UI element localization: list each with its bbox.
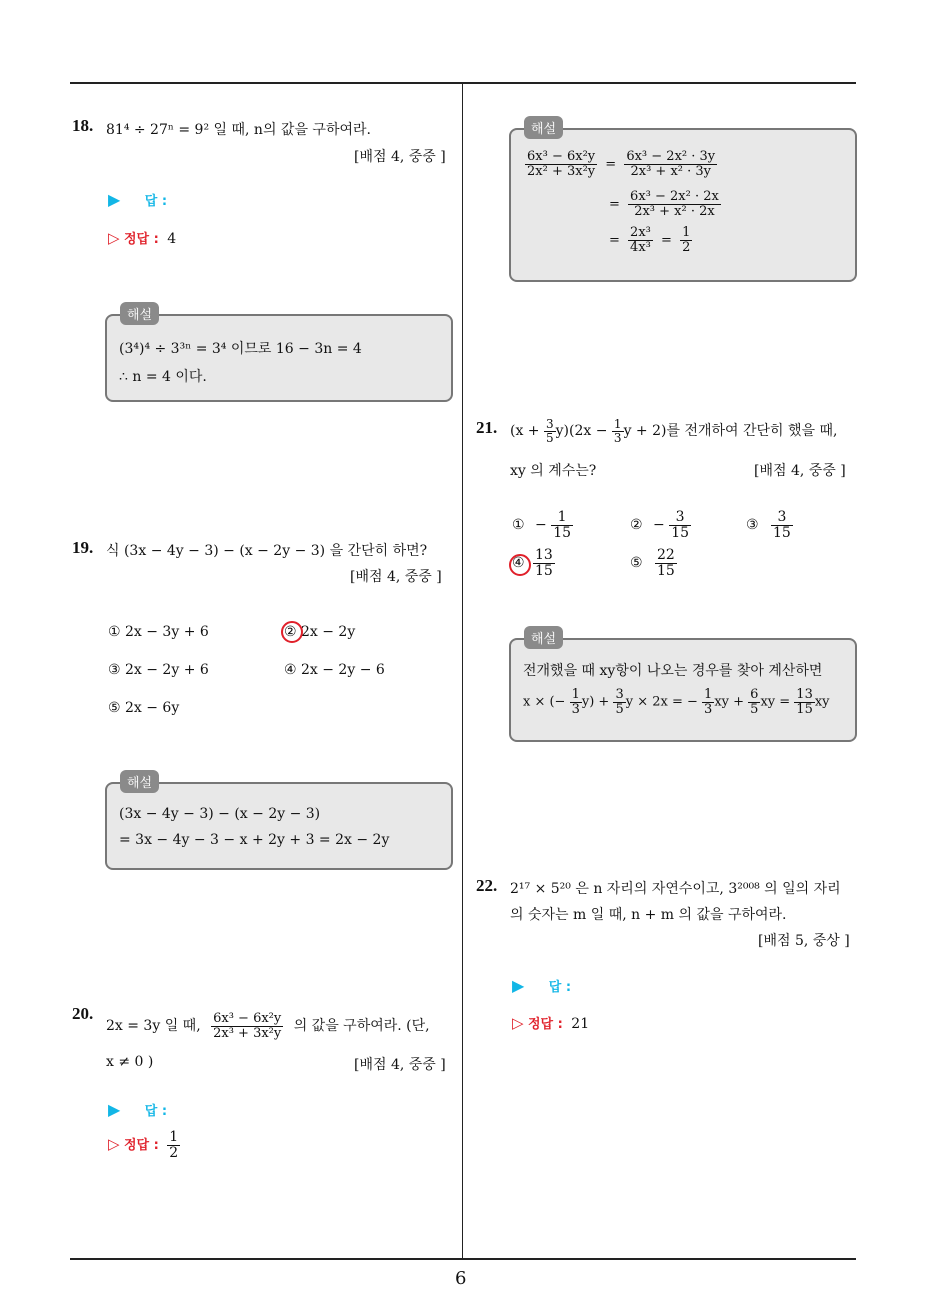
correct-label: 정답 : xyxy=(124,232,159,247)
answer-label: 답 : xyxy=(144,1104,168,1119)
solution-line: (3⁴)⁴ ÷ 3³ⁿ = 3⁴ 이므로 16 − 3n = 4 xyxy=(119,341,362,357)
fraction-denominator: 2 xyxy=(682,239,691,255)
option-fraction xyxy=(771,510,793,540)
question-text-after: 의 값을 구하여라. (단, xyxy=(293,1018,430,1035)
fraction-numerator: 6x³ − 2x² · 2x xyxy=(630,189,719,204)
option-5[interactable]: ⑤ 2x − 6y xyxy=(108,700,180,716)
correct-answer-row xyxy=(512,1013,589,1032)
bottom-rule xyxy=(70,1258,856,1260)
answer-row xyxy=(108,190,167,209)
score-meta: [배점 4, 중중 ] xyxy=(754,463,846,479)
question-text: 81⁴ ÷ 27ⁿ = 9² 일 때, n의 값을 구하여라. xyxy=(106,122,371,138)
solution-fraction xyxy=(613,688,625,716)
solution-box xyxy=(509,128,857,282)
solution-text: y × 2x = − xyxy=(625,694,698,710)
question-number: 18. xyxy=(72,116,94,135)
solution-row: = $\frac{\text{6x³ − 2x² · 2x}}{\text{2x³ + x² · 2x}}$ xyxy=(609,189,719,219)
fraction-numerator: 13 xyxy=(535,547,553,563)
solution-text: xy = xyxy=(760,694,791,710)
option-1[interactable]: ① 2x − 3y + 6 xyxy=(108,624,209,640)
solution-box xyxy=(509,638,857,742)
fraction-denominator: 2x³ + x² · 3y xyxy=(630,163,711,179)
solution-fraction xyxy=(680,226,692,254)
question-text-before: 2x = 3y 일 때, xyxy=(106,1018,201,1035)
option-3[interactable] xyxy=(746,510,793,540)
selected-answer-circle xyxy=(281,621,303,643)
fraction-numerator: 1 xyxy=(682,225,691,240)
fraction-numerator: 1 xyxy=(551,510,573,526)
outline-triangle-icon: ▷ xyxy=(108,1135,120,1154)
fraction-numerator: 3 xyxy=(615,687,624,702)
option-5[interactable] xyxy=(630,548,677,578)
fraction-denominator: 15 xyxy=(535,562,553,579)
solution-tag: 해설 xyxy=(120,302,159,325)
solution-text: x × (− xyxy=(523,694,566,710)
score-meta: [배점 4, 중중 ] xyxy=(350,569,442,585)
correct-value: 4 xyxy=(167,231,177,247)
option-fraction xyxy=(655,548,677,578)
outline-triangle-icon: ▷ xyxy=(108,229,120,247)
fraction-numerator: 22 xyxy=(657,547,675,563)
score-meta: [배점 4, 중중 ] xyxy=(354,149,446,165)
question-number: 20. xyxy=(72,1004,94,1023)
fraction-numerator: 1 xyxy=(169,1129,179,1145)
correct-label: 정답 : xyxy=(528,1017,563,1032)
solution-line: (3x − 4y − 3) − (x − 2y − 3) xyxy=(119,806,321,822)
inline-fraction xyxy=(544,418,556,444)
question-text-part: y + 2)를 전개하여 간단히 했을 때, xyxy=(623,423,838,440)
solution-tag: 해설 xyxy=(524,626,563,649)
solution-fraction xyxy=(628,226,653,254)
solution-box xyxy=(105,782,453,870)
outline-triangle-icon: ▷ xyxy=(512,1014,524,1032)
fraction-denominator: 3 xyxy=(613,430,622,445)
score-meta: [배점 4, 중중 ] xyxy=(354,1057,446,1073)
question-text xyxy=(106,1012,430,1040)
correct-label: 정답 : xyxy=(124,1138,159,1154)
option-fraction xyxy=(533,548,555,578)
question-text: 식 (3x − 4y − 3) − (x − 2y − 3) 을 간단히 하면? xyxy=(106,543,428,559)
solution-fraction xyxy=(525,150,597,178)
fraction-numerator: 6x³ − 2x² · 3y xyxy=(626,149,716,164)
solution-fraction xyxy=(794,688,815,716)
question-text-line2: xy 의 계수는? xyxy=(510,463,597,479)
question-text-line2: 의 숫자는 m 일 때, n + m 의 값을 구하여라. xyxy=(510,907,787,923)
correct-answer-row xyxy=(108,1130,180,1160)
triangle-icon: ▶ xyxy=(108,1100,121,1119)
option-mark: ⑤ xyxy=(630,555,643,572)
option-fraction xyxy=(669,510,691,540)
answer-label: 답 : xyxy=(548,980,572,995)
fraction-denominator: 3 xyxy=(704,701,713,717)
option-2[interactable] xyxy=(630,510,691,540)
correct-answer-row xyxy=(108,228,176,247)
fraction-denominator: 4x³ xyxy=(630,239,651,255)
solution-fraction xyxy=(748,688,760,716)
correct-value: 21 xyxy=(571,1016,590,1032)
question-text xyxy=(510,418,838,444)
fraction-denominator: 5 xyxy=(750,701,759,717)
fraction-denominator: 5 xyxy=(615,701,624,717)
option-sign: − xyxy=(653,517,665,534)
fraction-numerator: 1 xyxy=(571,687,580,702)
fraction-numerator: 6x³ − 6x²y xyxy=(527,149,596,164)
solution-line: = 3x − 4y − 3 − x + 2y + 3 = 2x − 2y xyxy=(119,832,390,848)
fraction-denominator: 5 xyxy=(546,430,554,445)
solution-text: xy + xyxy=(714,694,745,710)
option-mark: ② xyxy=(630,517,643,534)
answer-label: 답 : xyxy=(144,194,168,209)
fraction-denominator: 2x² + 3x²y xyxy=(527,163,596,179)
fraction-numerator: 13 xyxy=(796,687,813,702)
triangle-icon: ▶ xyxy=(108,190,121,209)
solution-text: xy xyxy=(814,694,830,710)
question-text-part: y)(2x − xyxy=(555,423,608,440)
score-meta: [배점 5, 중상 ] xyxy=(758,933,850,949)
expression-fraction xyxy=(211,1012,283,1040)
option-1[interactable] xyxy=(512,510,573,540)
fraction-denominator: 3 xyxy=(571,701,580,717)
solution-line: ∴ n = 4 이다. xyxy=(119,369,207,385)
option-3[interactable]: ③ 2x − 2y + 6 xyxy=(108,662,209,678)
solution-fraction xyxy=(570,688,582,716)
inline-fraction xyxy=(612,418,624,444)
fraction-numerator: 3 xyxy=(546,417,554,431)
question-number: 22. xyxy=(476,876,498,895)
fraction-denominator: 15 xyxy=(671,524,690,541)
fraction-denominator: 2 xyxy=(169,1144,179,1161)
solution-row: $\frac{\text{6x³ − 6x²y}}{\text{2x² + 3x²y}}$ = $\frac{\text{6x³ − 2x² · 3y}}{\text{2x³ + x² · 3y}}$ xyxy=(527,149,716,179)
question-number: 19. xyxy=(72,538,94,557)
question-text-line1: 2¹⁷ × 5²⁰ 은 n 자리의 자연수이고, 3²⁰⁰⁸ 의 일의 자리 xyxy=(510,881,841,897)
selected-answer-circle xyxy=(509,554,531,576)
fraction-numerator: 1 xyxy=(704,687,713,702)
fraction-numerator: 6 xyxy=(750,687,759,702)
fraction-numerator: 3 xyxy=(669,510,691,526)
fraction-numerator: 6x³ − 6x²y xyxy=(213,1011,282,1026)
solution-tag: 해설 xyxy=(120,770,159,793)
solution-fraction xyxy=(624,150,717,178)
solution-fraction xyxy=(628,190,721,218)
option-mark: ③ xyxy=(746,517,759,534)
solution-text: y) + xyxy=(581,694,610,710)
fraction-denominator: 15 xyxy=(657,562,675,579)
option-fraction xyxy=(551,510,573,540)
solution-line xyxy=(523,688,830,716)
option-4[interactable]: ④ 2x − 2y − 6 xyxy=(284,662,385,678)
column-divider xyxy=(462,84,463,1258)
page-number: 6 xyxy=(455,1268,467,1289)
solution-tag: 해설 xyxy=(524,116,563,139)
answer-row xyxy=(108,1100,167,1119)
option-2[interactable]: ② 2x − 2y xyxy=(284,624,356,640)
solution-row: = $\frac{\text{2x³}}{\text{4x³}}$ = $\frac{1}{2}$ xyxy=(609,225,691,255)
question-number: 21. xyxy=(476,418,498,437)
triangle-icon: ▶ xyxy=(512,976,525,995)
solution-fraction xyxy=(702,688,714,716)
solution-box xyxy=(105,314,453,402)
fraction-denominator: 2x³ + x² · 2x xyxy=(634,203,715,219)
option-mark: ④ xyxy=(512,555,525,572)
fraction-denominator: 15 xyxy=(773,524,791,541)
option-sign: − xyxy=(535,517,547,534)
fraction-numerator: 3 xyxy=(771,510,793,526)
fraction-denominator: 2x³ + 3x²y xyxy=(213,1025,282,1041)
solution-line: 전개했을 때 xy항이 나오는 경우를 찾아 계산하면 xyxy=(523,663,823,679)
top-rule xyxy=(70,82,856,84)
fraction-numerator: 2x³ xyxy=(630,225,651,240)
option-mark: ① xyxy=(512,517,525,534)
question-text-part: (x + xyxy=(510,423,540,440)
answer-row xyxy=(512,976,571,995)
question-text-line2: x ≠ 0 ) xyxy=(106,1054,154,1070)
fraction-numerator: 1 xyxy=(613,417,622,431)
correct-fraction xyxy=(167,1130,180,1160)
fraction-denominator: 15 xyxy=(553,524,572,541)
fraction-denominator: 15 xyxy=(796,701,813,717)
